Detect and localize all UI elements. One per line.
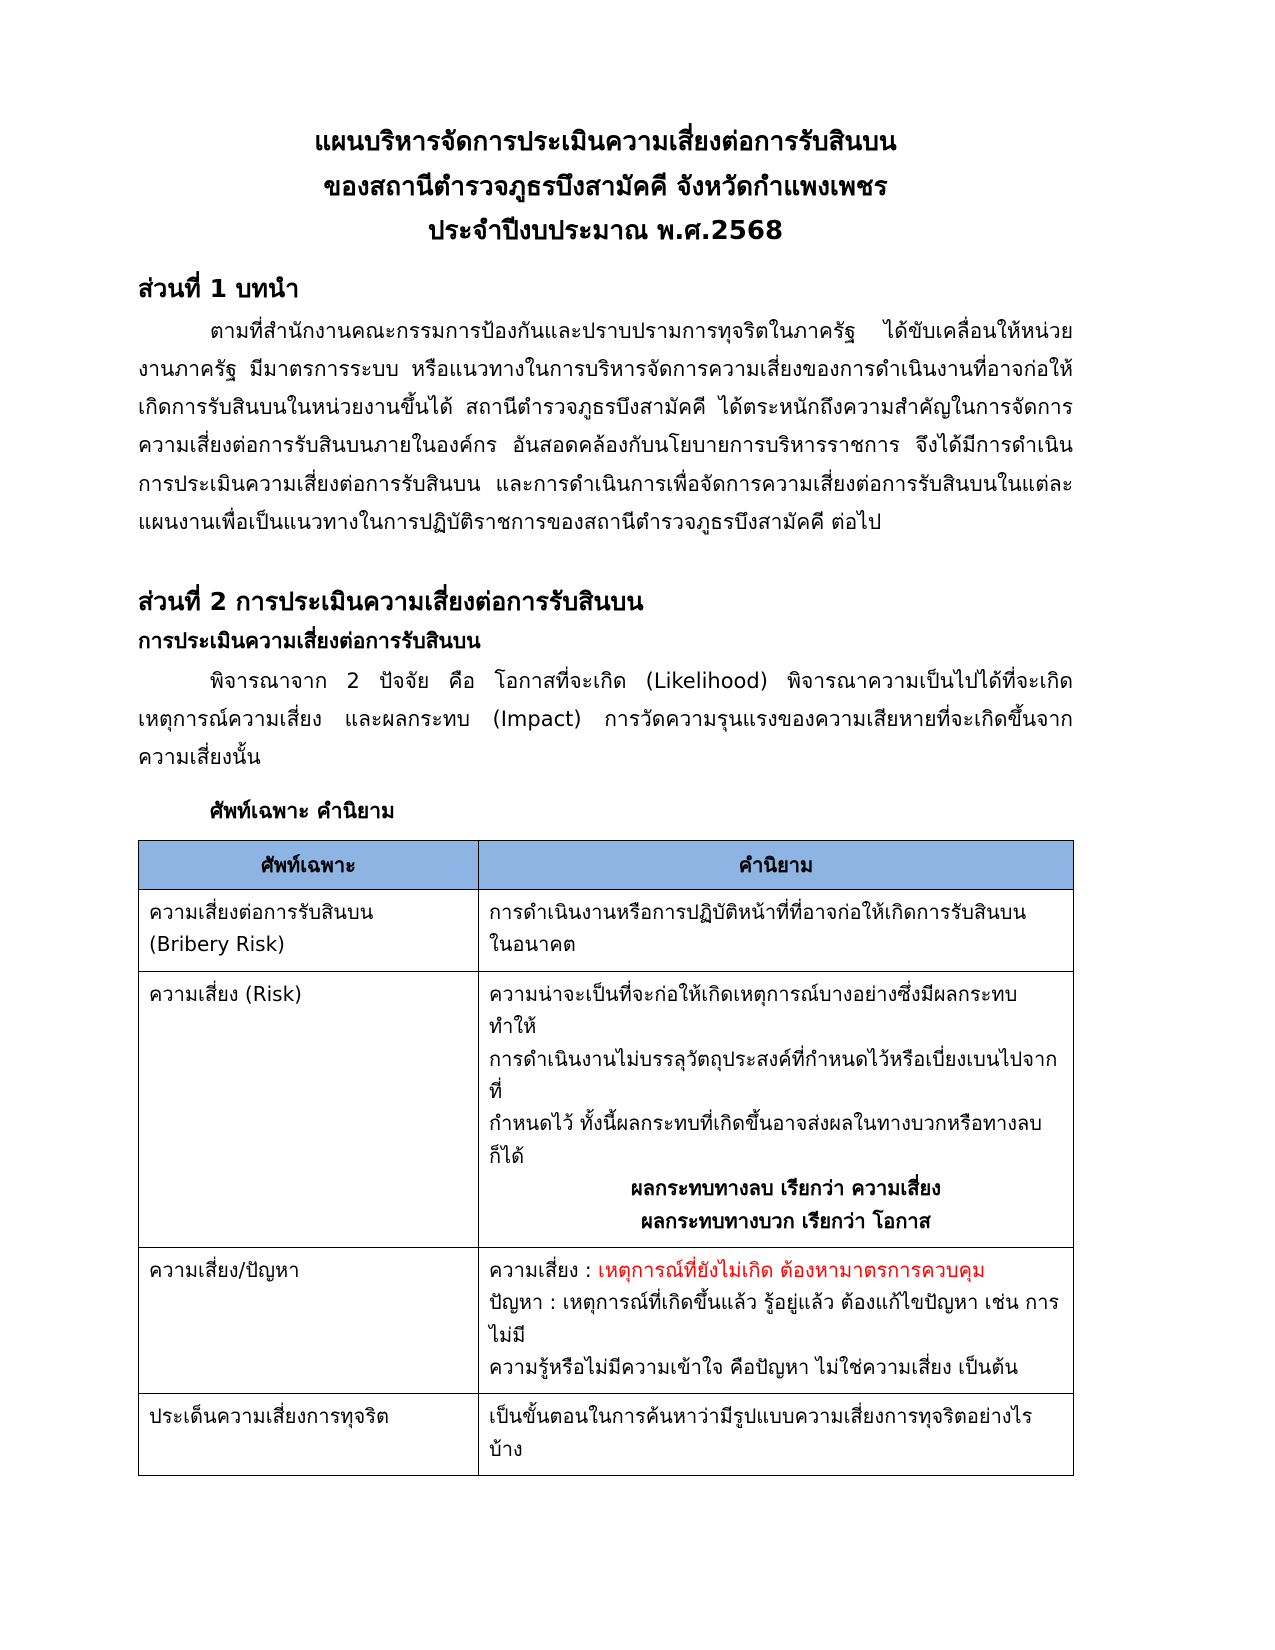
definition-line: กำหนดไว้ ทั้งนี้ผลกระทบที่เกิดขึ้นอาจส่งผลในทางบวกหรือทางลบก็ได้	[489, 1111, 1042, 1168]
terms-label: ศัพท์เฉพาะ คำนิยาม	[210, 798, 395, 823]
table-cell-term	[139, 1247, 479, 1394]
table-cell-definition	[479, 1247, 1074, 1394]
table-row	[139, 1247, 1074, 1394]
table-header-term: ศัพท์เฉพาะ	[139, 840, 479, 889]
table-cell-term	[139, 890, 479, 972]
section-2-paragraph: พิจารณาจาก 2 ปัจจัย คือ โอกาสที่จะเกิด (Likelihood) พิจารณาความเป็นไปได้ที่จะเกิดเหตุการณ์ความเสี่ยง และผลกระทบ (Impact) การวัดความรุนแรงของความเสียหายที่จะเกิดขึ้นจากความเสี่ยงนั้น	[138, 668, 1073, 770]
definition-line-highlight: เหตุการณ์ที่ยังไม่เกิด ต้องหามาตรการควบคุม	[598, 1257, 986, 1282]
title-line-3: ประจำปีงบประมาณ พ.ศ.2568	[427, 216, 784, 247]
definition-line: ปัญหา : เหตุการณ์ที่เกิดขึ้นแล้ว รู้อยู่แล้ว ต้องแก้ไขปัญหา เช่น การไม่มี	[489, 1290, 1060, 1347]
document-title	[138, 120, 1073, 254]
table-row	[139, 1394, 1074, 1476]
section-1-paragraph: ตามที่สำนักงานคณะกรรมการป้องกันและปราบปรามการทุจริตในภาครัฐ ได้ขับเคลื่อนให้หน่วยงานภาครัฐ มีมาตรการระบบ หรือแนวทางในการบริหารจัดการความเสี่ยงของการดำเนินงานที่อาจก่อให้เกิดการรับสินบนในหน่วยงานขึ้นได้ สถานีตำรวจภูธรบึงสามัคคี ได้ตระหนักถึงความสำคัญในการจัดการความเสี่ยงต่อการรับสินบนภายในองค์กร อันสอดคล้องกับนโยบายการบริหารราชการ จึงได้มีการดำเนินการประเมินความเสี่ยงต่อการรับสินบน และการดำเนินการเพื่อจัดการความเสี่ยงต่อการรับสินบนในแต่ละแผนงานเพื่อเป็นแนวทางในการปฏิบัติราชการของสถานีตำรวจภูธรบึงสามัคคี ต่อไป	[138, 318, 1073, 534]
definition-line: ความรู้หรือไม่มีความเข้าใจ คือปัญหา ไม่ใช่ความเสี่ยง เป็นต้น	[489, 1355, 1018, 1380]
definition-line-prefix: ความเสี่ยง :	[489, 1257, 599, 1282]
title-line-1: แผนบริหารจัดการประเมินความเสี่ยงต่อการรับสินบน	[314, 127, 897, 157]
document-content	[138, 120, 1073, 1476]
table-header-row	[139, 840, 1074, 889]
term-line: (Bribery Risk)	[149, 932, 285, 957]
table-cell-term	[139, 1394, 479, 1476]
table-row	[139, 971, 1074, 1247]
table-cell-definition	[479, 1394, 1074, 1476]
table-header-definition: คำนิยาม	[479, 840, 1074, 889]
definition-line: ในอนาคต	[489, 932, 576, 957]
term-line: ประเด็นความเสี่ยงการทุจริต	[149, 1404, 389, 1429]
term-line: ความเสี่ยง (Risk)	[149, 981, 302, 1006]
section-1-heading: ส่วนที่ 1 บทนำ	[138, 274, 300, 304]
term-line: ความเสี่ยง/ปัญหา	[149, 1257, 300, 1282]
definitions-table	[138, 840, 1074, 1477]
section-2-subheading: การประเมินความเสี่ยงต่อการรับสินบน	[138, 629, 481, 654]
definition-line: เป็นขั้นตอนในการค้นหาว่ามีรูปแบบความเสี่ยงการทุจริตอย่างไรบ้าง	[489, 1404, 1033, 1461]
definition-line-emphasis: ผลกระทบทางบวก เรียกว่า โอกาส	[641, 1208, 931, 1233]
definition-line: การดำเนินงานหรือการปฏิบัติหน้าที่ที่อาจก่อให้เกิดการรับสินบน	[489, 900, 1027, 925]
spacer	[138, 541, 1073, 567]
term-line: ความเสี่ยงต่อการรับสินบน	[149, 900, 374, 925]
table-cell-definition	[479, 971, 1074, 1247]
table-cell-term	[139, 971, 479, 1247]
definition-line: การดำเนินงานไม่บรรลุวัตถุประสงค์ที่กำหนดไว้หรือเบี่ยงเบนไปจากที่	[489, 1046, 1058, 1103]
section-2-heading: ส่วนที่ 2 การประเมินความเสี่ยงต่อการรับสินบน	[138, 586, 644, 616]
title-line-2: ของสถานีตำรวจภูธรบึงสามัคคี จังหวัดกำแพงเพชร	[323, 171, 888, 202]
table-row	[139, 890, 1074, 972]
table-cell-definition	[479, 890, 1074, 972]
definition-line-emphasis: ผลกระทบทางลบ เรียกว่า ความเสี่ยง	[631, 1176, 941, 1201]
definition-line	[489, 1254, 1063, 1286]
definition-line: ความน่าจะเป็นที่จะก่อให้เกิดเหตุการณ์บางอย่างซึ่งมีผลกระทบ ทำให้	[489, 981, 1018, 1039]
